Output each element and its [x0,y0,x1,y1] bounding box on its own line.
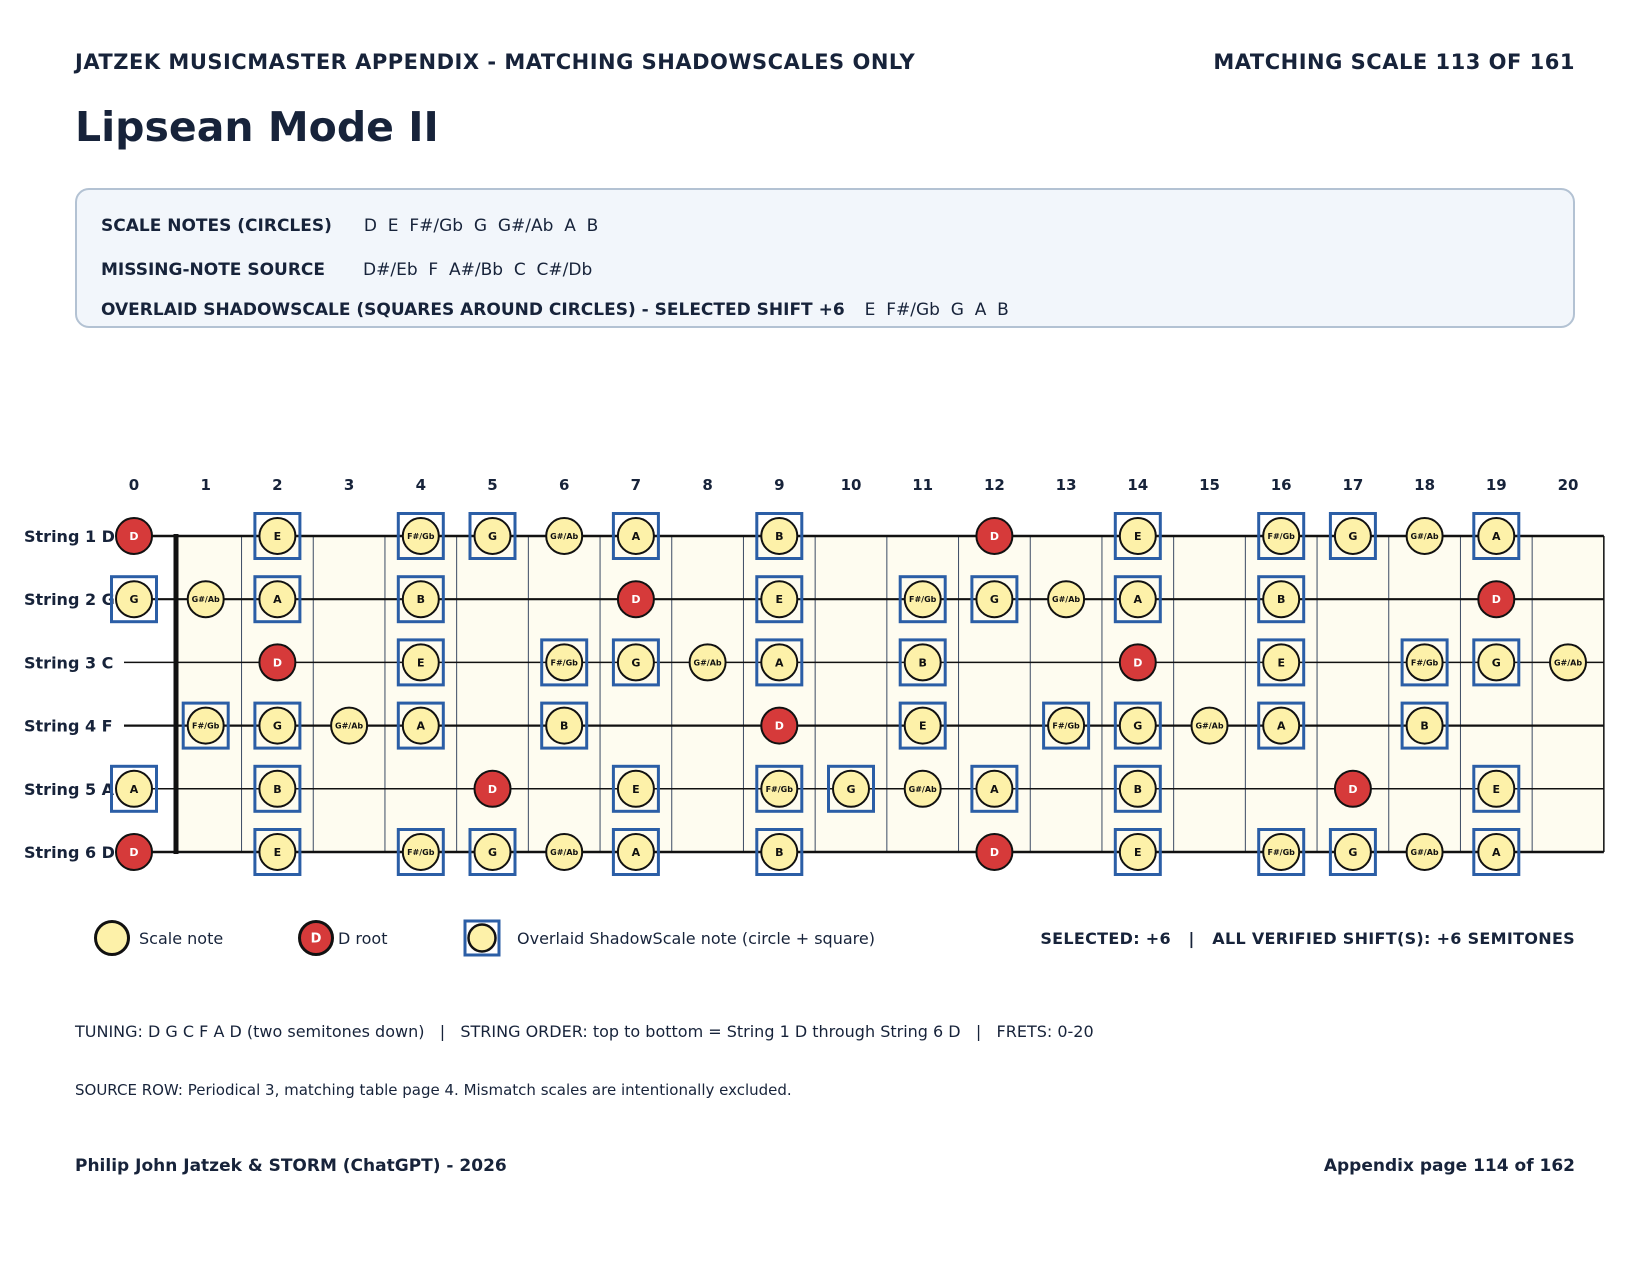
root-note-marker [976,518,1012,554]
string-label: String 4 F [24,716,113,736]
fret-number: 6 [558,476,570,494]
note-label: B [1420,719,1429,733]
legend-root-text: D root [338,928,388,948]
note-label: B [775,846,784,859]
note-label: E [1134,530,1142,543]
note-label: E [775,593,784,607]
note-label: E [1134,846,1142,859]
note-label: A [129,782,139,796]
legend-root-icon [297,919,335,957]
fret-number: 13 [1055,476,1077,494]
note-label: D [774,719,784,733]
footer-credit: Philip John Jatzek & STORM (ChatGPT) - 2026 [75,1156,507,1176]
note-label: A [631,530,641,543]
scale-note-marker [546,834,582,870]
note-label: D [487,782,498,796]
note-label: D [1491,593,1501,607]
note-label: F#/Gb [1052,721,1080,731]
root-note-marker [1335,771,1371,807]
note-label: G#/Ab [1410,532,1439,541]
missing-note-row [101,260,592,280]
fret-number: 1 [200,476,211,494]
note-label: F#/Gb [1267,848,1295,857]
scale-note-marker [188,581,224,617]
note-label: G [487,846,498,859]
fret-number: 16 [1270,476,1292,494]
source-note: SOURCE ROW: Periodical 3, matching table page 4. Mismatch scales are intentionally excluded. [75,1081,792,1099]
note-label: B [560,719,569,733]
note-label: G#/Ab [550,848,579,857]
fretboard-diagram [0,455,1650,885]
fret-number: 3 [343,476,355,494]
note-label: F#/Gb [550,658,578,668]
scale-note-marker [1048,581,1084,617]
note-label: F#/Gb [407,848,435,857]
fret-number: 5 [487,476,498,494]
note-label: G [129,593,139,607]
note-label: F#/Gb [407,532,435,541]
note-label: D [631,593,641,607]
note-label: F#/Gb [1410,658,1439,668]
note-label: B [273,782,282,796]
note-label: E [273,846,282,859]
root-note-marker [475,771,511,807]
missing-note-label: MISSING-NOTE SOURCE [101,260,326,280]
root-note-marker [116,834,152,870]
note-label: G [1348,846,1358,859]
scale-note-marker [905,771,941,807]
scale-note-marker [690,644,726,680]
shadowscale-note-marker [112,766,157,811]
overlay-label: OVERLAID SHADOWSCALE (SQUARES AROUND CIRCLES) - SELECTED SHIFT +6 [101,300,845,320]
note-label: B [416,593,425,607]
note-label: G#/Ab [1410,848,1439,857]
string-label: String 2 G [24,590,115,610]
tuning-note: TUNING: D G C F A D (two semitones down) | STRING ORDER: top to bottom = String 1 D through String 6 D | FRETS: 0-20 [75,1022,1094,1041]
scale-notes-label: SCALE NOTES (CIRCLES) [101,216,332,236]
note-label: G [989,593,999,607]
root-note-marker [761,708,797,744]
note-label: G [631,656,641,670]
note-label: A [1276,719,1286,733]
note-label: E [1492,782,1501,796]
note-label: G#/Ab [1553,658,1583,668]
note-label: D [129,530,139,543]
note-label: G#/Ab [550,532,579,541]
legend-root [297,921,387,955]
scale-notes-row [101,216,598,236]
fret-number: 20 [1557,476,1579,494]
note-label: E [273,530,282,543]
note-label: A [1492,530,1501,543]
fret-number: 4 [415,476,427,494]
note-label: D [272,656,282,670]
legend-scale-note [93,921,223,955]
fret-number: 18 [1414,476,1436,494]
root-note-marker [116,518,152,554]
fret-number: 14 [1127,476,1149,494]
note-label: D [989,846,999,859]
note-label: E [918,719,927,733]
note-label: F#/Gb [192,721,220,731]
note-label: A [631,846,641,859]
string-label: String 5 A [24,779,115,799]
scale-note-marker [1407,834,1443,870]
scale-note-marker [546,518,582,554]
appendix-header: JATZEK MUSICMASTER APPENDIX - MATCHING SHADOWSCALES ONLY [75,50,916,74]
page-title: Lipsean Mode II [75,103,439,151]
fret-number: 12 [983,476,1005,494]
fret-number: 0 [128,476,140,494]
footer-page-number: Appendix page 114 of 162 [1323,1156,1575,1176]
note-label: G#/Ab [1195,721,1224,731]
fret-number: 2 [272,476,283,494]
note-label: G [1491,656,1501,670]
note-label: B [918,656,927,670]
note-label: D [129,846,139,859]
scale-note-marker [1192,708,1228,744]
scale-note-marker [331,708,367,744]
root-note-marker [1478,581,1514,617]
note-label: B [1277,593,1286,607]
fret-number: 7 [630,476,642,494]
note-label: D [1348,782,1358,796]
note-label: F#/Gb [765,784,793,794]
root-note-marker [976,834,1012,870]
scale-note-marker [1407,518,1443,554]
root-note-marker [618,581,654,617]
note-label: G [846,782,856,796]
note-label: A [1133,593,1143,607]
note-label: E [632,782,640,796]
fret-number: 19 [1485,476,1507,494]
fretboard-background [176,536,1604,852]
fret-number: 10 [840,476,862,494]
note-label: G#/Ab [335,721,364,731]
note-label: G#/Ab [191,595,220,605]
note-label: A [273,593,282,607]
note-label: G#/Ab [693,658,722,668]
fret-number: 15 [1199,476,1220,494]
note-label: G#/Ab [908,784,937,794]
note-label: D [989,530,999,543]
legend-scale-note-text: Scale note [139,928,224,948]
note-label: A [990,782,999,796]
fret-number: 8 [702,476,713,494]
shift-summary: SELECTED: +6 | ALL VERIFIED SHIFT(S): +6 SEMITONES [1040,929,1575,948]
note-label: A [1492,846,1501,859]
note-label: G [1348,530,1358,543]
note-label: F#/Gb [909,595,937,605]
string-label: String 3 C [24,653,114,673]
note-label: B [1133,782,1142,796]
shadowscale-note-marker [112,577,157,622]
string-label: String 1 D [24,527,115,546]
note-label: G [272,719,282,733]
note-label: A [775,656,784,670]
overlay-value: E F#/Gb G A B [864,300,1009,320]
legend-scale-note-icon [93,919,131,957]
root-note-marker [1120,644,1156,680]
scale-counter: MATCHING SCALE 113 OF 161 [1213,50,1575,74]
note-label: A [416,719,426,733]
note-label: G#/Ab [1052,595,1081,605]
legend-root-symbol: D [310,931,322,947]
legend-overlay [463,921,875,955]
fret-number: 11 [912,476,934,494]
note-label: F#/Gb [1267,532,1295,541]
legend-overlay-icon [463,919,501,957]
note-label: B [775,530,784,543]
scale-notes-value: D E F#/Gb G G#/Ab A B [363,216,599,236]
note-label: D [1133,656,1143,670]
note-label: E [1277,656,1285,670]
missing-note-value: D#/Eb F A#/Bb C C#/Db [363,260,593,280]
string-label: String 6 D [24,843,115,862]
note-label: G [1133,719,1143,733]
note-label: G [487,530,498,543]
fret-number: 17 [1342,476,1364,494]
scale-note-marker [1550,644,1586,680]
overlay-row [101,300,1009,320]
fret-number: 9 [774,476,785,494]
legend-overlay-text: Overlaid ShadowScale note (circle + square) [517,928,875,948]
scale-info-box [75,188,1575,328]
note-label: E [417,656,425,670]
root-note-marker [259,644,295,680]
